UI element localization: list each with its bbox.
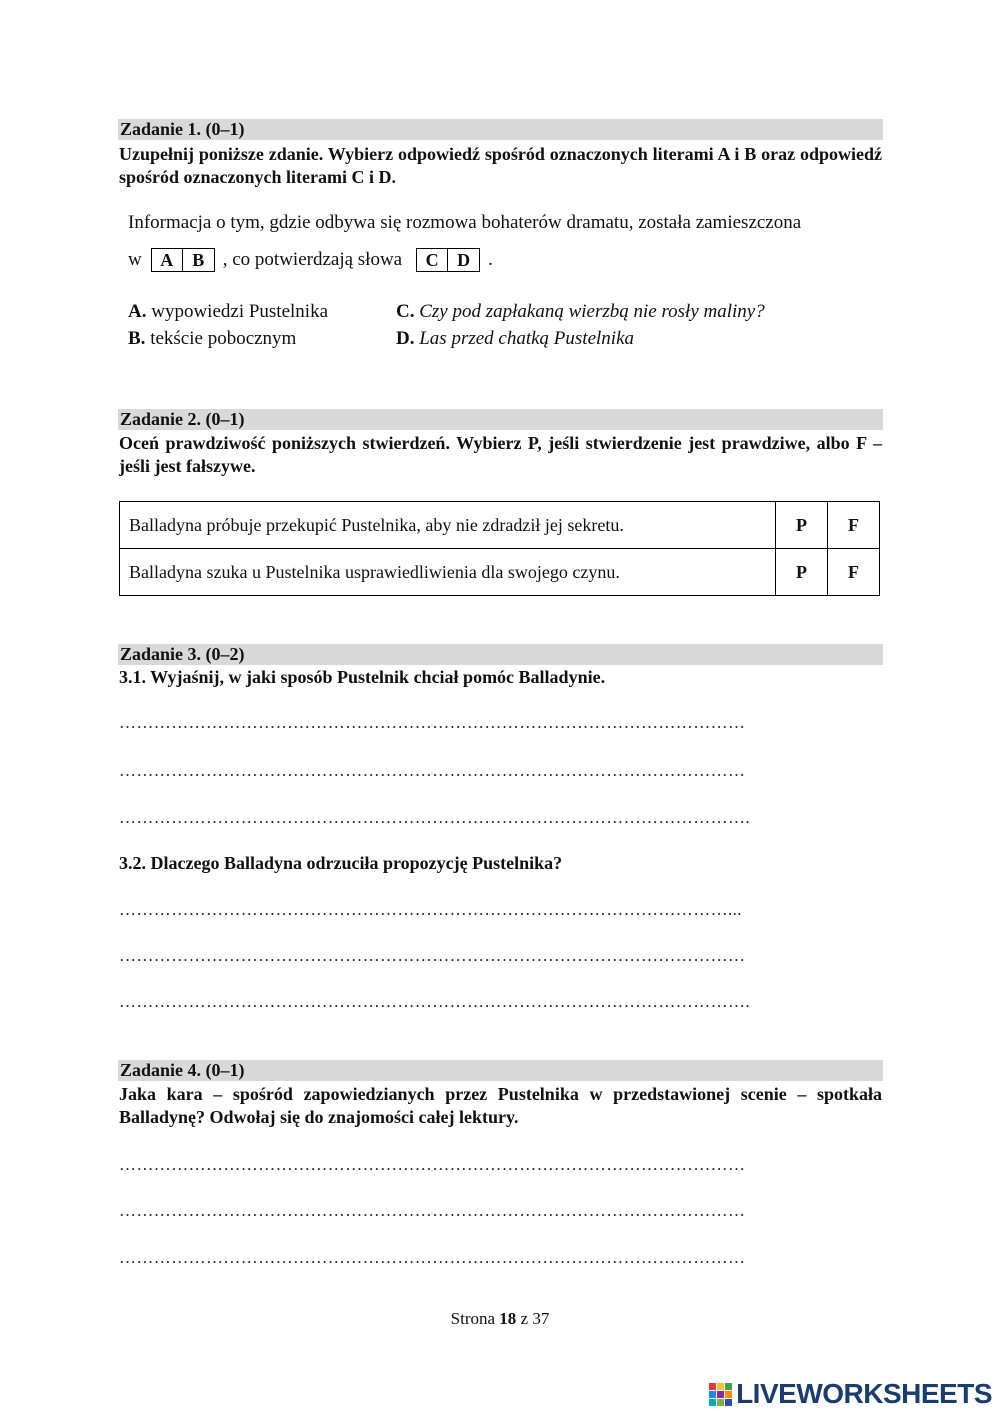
- task1-choice-ab: [151, 248, 215, 272]
- logo-square: [725, 1399, 732, 1406]
- option-d-text: Las przed chatką Pustelnika: [419, 328, 635, 349]
- task4-header: Zadanie 4. (0–1): [118, 1060, 883, 1081]
- option-c-label: C.: [396, 301, 415, 322]
- logo-square: [725, 1391, 732, 1398]
- answer-line[interactable]: ………………………………………………………………………………………………: [119, 761, 746, 780]
- choice-box-b[interactable]: B: [183, 248, 215, 272]
- logo-square: [709, 1399, 716, 1406]
- task4-instruction: Jaka kara – spośród zapowiedzianych przez Pustelnika w przedstawionej scenie – spotkała Balladynę? Odwołaj się do znajomości całej lektury.: [119, 1084, 882, 1127]
- page-total: 37: [532, 1309, 550, 1328]
- choice-box-c[interactable]: C: [416, 248, 448, 272]
- page-prefix: Strona: [450, 1309, 496, 1328]
- option-d-label: D.: [396, 328, 415, 349]
- page-current: 18: [499, 1309, 517, 1328]
- logo-square: [717, 1383, 724, 1390]
- true-option-p[interactable]: P: [776, 502, 828, 549]
- answer-line[interactable]: ……………………………………………………………………………………………….: [119, 808, 751, 827]
- option-b-text: tekście pobocznym: [150, 328, 297, 349]
- task1-sentence-line2: [128, 247, 493, 273]
- task1-option-a: [128, 301, 328, 323]
- task1-header: Zadanie 1. (0–1): [118, 119, 883, 140]
- true-option-p[interactable]: P: [776, 549, 828, 596]
- logo-square: [709, 1383, 716, 1390]
- page-number: [0, 1309, 1000, 1329]
- answer-line[interactable]: ……………………………………………………………………………………………….: [119, 992, 751, 1011]
- false-option-f[interactable]: F: [828, 502, 880, 549]
- brand-name: LIVEWORKSHEETS: [736, 1378, 992, 1409]
- logo-square: [709, 1391, 716, 1398]
- option-a-label: A.: [128, 301, 147, 322]
- page-middle: z: [520, 1309, 529, 1328]
- table-row: [120, 549, 880, 596]
- task1-sentence-w: w: [128, 249, 142, 270]
- task1-sentence-line1: Informacja o tym, gdzie odbywa się rozmowa bohaterów dramatu, została zamieszczona: [128, 212, 802, 233]
- task1-sentence-end: .: [488, 249, 493, 270]
- task2-instruction: Oceń prawdziwość poniższych stwierdzeń. Wybierz P, jeśli stwierdzenie jest prawdziwe, albo F – jeśli jest fałszywe.: [119, 433, 882, 476]
- choice-box-d[interactable]: D: [448, 248, 480, 272]
- task2-true-false-table: [119, 501, 880, 596]
- task1-option-c: [396, 301, 765, 323]
- option-b-label: B.: [128, 328, 146, 349]
- table-row: [120, 502, 880, 549]
- task2-header: Zadanie 2. (0–1): [118, 409, 883, 430]
- answer-line[interactable]: ………………………………………………………………………………………………: [119, 1248, 746, 1267]
- task1-instruction: Uzupełnij poniższe zdanie. Wybierz odpowiedź spośród oznaczonych literami A i B oraz odpowiedź spośród oznaczonych literami C i D.: [119, 144, 882, 187]
- task1-option-b: [128, 328, 296, 350]
- task1-option-d: [396, 328, 634, 350]
- statement-cell: Balladyna próbuje przekupić Pustelnika, aby nie zdradził jej sekretu.: [120, 502, 776, 549]
- logo-square: [717, 1391, 724, 1398]
- answer-line[interactable]: ………………………………………………………………………………………………: [119, 1155, 746, 1174]
- task3-header: Zadanie 3. (0–2): [118, 644, 883, 665]
- option-c-text: Czy pod zapłakaną wierzbą nie rosły maliny?: [419, 301, 765, 322]
- task1-choice-cd: [416, 248, 480, 272]
- logo-square: [725, 1383, 732, 1390]
- choice-box-a[interactable]: A: [151, 248, 183, 272]
- answer-line[interactable]: ………………………………………………………………………………………………: [119, 713, 746, 732]
- logo-grid-icon: [709, 1383, 732, 1406]
- liveworksheets-logo[interactable]: [709, 1378, 992, 1410]
- answer-line[interactable]: ……………………………………………………………………………………………...: [119, 900, 742, 919]
- option-a-text: wypowiedzi Pustelnika: [151, 301, 329, 322]
- statement-cell: Balladyna szuka u Pustelnika usprawiedliwienia dla swojego czynu.: [120, 549, 776, 596]
- task1-sentence-middle: , co potwierdzają słowa: [222, 249, 403, 270]
- task3-question-2: 3.2. Dlaczego Balladyna odrzuciła propozycję Pustelnika?: [119, 853, 563, 873]
- logo-square: [717, 1399, 724, 1406]
- task3-question-1: 3.1. Wyjaśnij, w jaki sposób Pustelnik chciał pomóc Balladynie.: [119, 667, 606, 687]
- answer-line[interactable]: ………………………………………………………………………………………………: [119, 1201, 746, 1220]
- false-option-f[interactable]: F: [828, 549, 880, 596]
- answer-line[interactable]: ………………………………………………………………………………………………: [119, 946, 746, 965]
